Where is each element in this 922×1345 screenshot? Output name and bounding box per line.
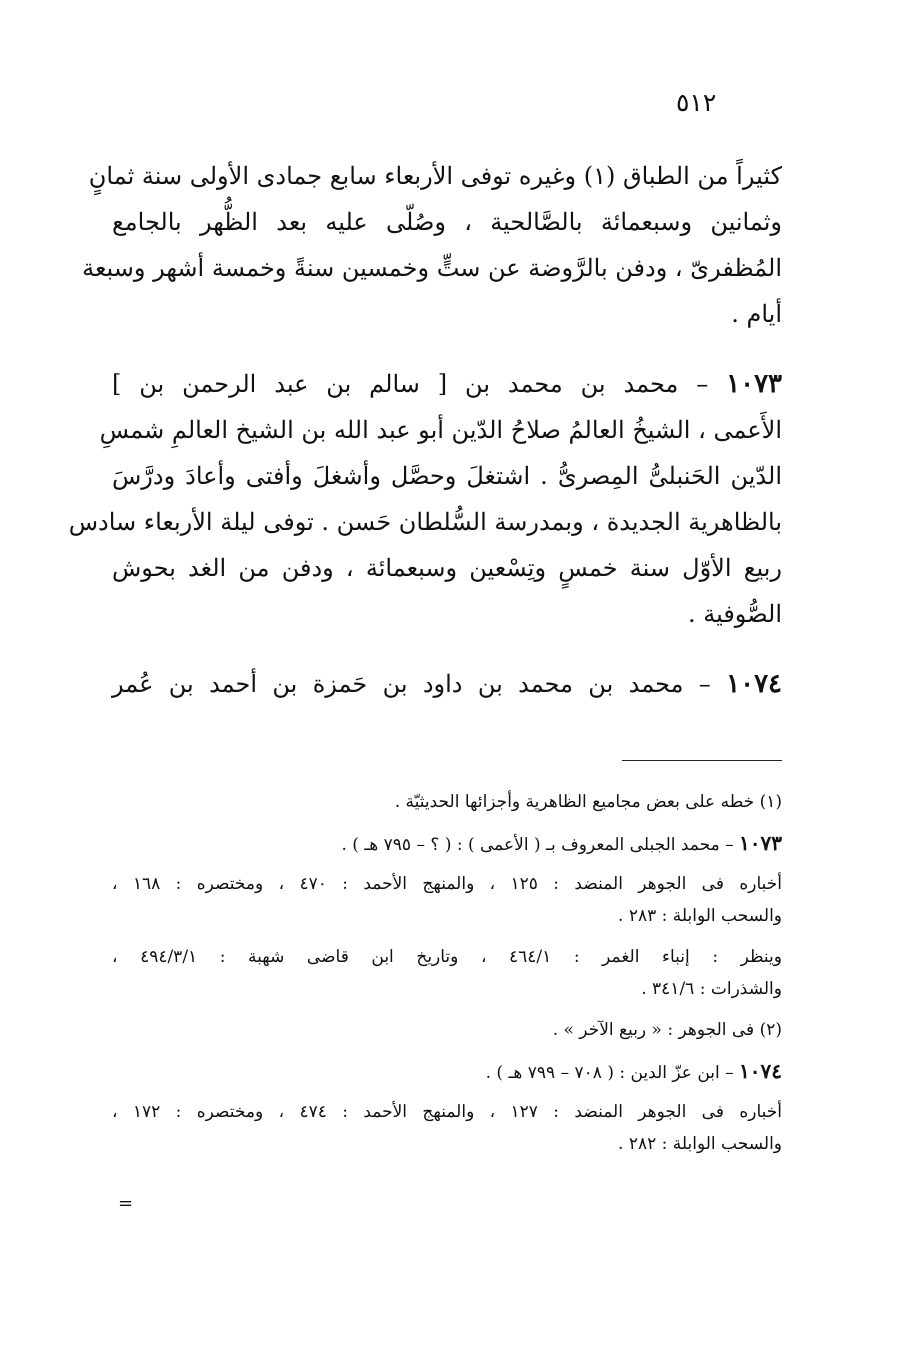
page-number: ٥١٢ (676, 88, 717, 117)
footnote-entry-text: – ابن عزّ الدين : ( ٧٠٨ – ٧٩٩ هـ ) . (485, 1063, 734, 1083)
text-line: وثمانين وسبعمائة بالصَّالحية ، وصُلّى عليه بعد الظُّهر بالجامع (112, 208, 782, 236)
text-line: الدّين الحَنبلىُّ المِصرىُّ . اشتغلَ وحصَّل وأشغلَ وأفتى وأعادَ ودرَّسَ (112, 462, 782, 490)
footnote-line: وينظر : إنباء الغمر : ٤٦٤/١ ، وتاريخ ابن قاضى شهبة : ٤٩٤/٣/١ ، (112, 947, 782, 967)
text-line: المُظفرىّ ، ودفن بالرَّوضة عن ستٍّ وخمسين سنةً وخمسة أشهر وسبعة (82, 254, 782, 282)
entry-heading-text: – محمد بن محمد بن [ سالم بن عبد الرحمن بن ] (112, 370, 709, 398)
text-line: الصُّوفية . (687, 600, 782, 628)
footnote-line: أخباره فى الجوهر المنضد : ١٢٧ ، والمنهج الأحمد : ٤٧٤ ، ومختصره : ١٧٢ ، (112, 1102, 783, 1122)
entry-1074 (112, 661, 782, 707)
entry-number: ١٠٧٣ (726, 369, 782, 399)
footnote-entry-number: ١٠٧٤ (739, 1059, 782, 1083)
footnote-entry-1074 (112, 1055, 782, 1087)
entry-heading-line (112, 361, 782, 407)
footnote-entry-text: – محمد الجبلى المعروف بـ ( الأعمى ) : ( ؟ – ٧٩٥ هـ ) . (341, 835, 734, 855)
footnote-entry-1073 (112, 827, 782, 859)
main-text (68, 153, 782, 707)
footnote-separator (622, 760, 782, 761)
text-line: ربيع الأوّل سنة خمسٍ وتِسْعين وسبعمائة ، ودفن من الغد بحوش (112, 554, 782, 582)
continuation-mark: = (118, 1193, 134, 1214)
footnote-2: (٢) فى الجوهر : « ربيع الآخر » . (552, 1020, 782, 1040)
entry-1073 (68, 361, 782, 637)
footnote-line: والشذرات : ٣٤١/٦ . (641, 979, 782, 999)
text-line: الأَعمى ، الشيخُ العالمُ صلاحُ الدّين أبو عبد الله بن الشيخ العالمِ شمسِ (99, 416, 782, 444)
footnote-1: (١) خطه على بعض مجاميع الظاهرية وأجزائها الحديثيّة . (394, 792, 782, 812)
footnote-line: أخباره فى الجوهر المنضد : ١٢٥ ، والمنهج الأحمد : ٤٧٠ ، ومختصره : ١٦٨ ، (112, 874, 783, 894)
entry-number: ١٠٧٤ (726, 669, 782, 699)
footnote-line: والسحب الوابلة : ٢٨٢ . (618, 1134, 782, 1154)
footnote-line: والسحب الوابلة : ٢٨٣ . (618, 906, 782, 926)
footnote-entry-number: ١٠٧٣ (739, 831, 782, 855)
footnotes (112, 786, 782, 1160)
paragraph-continuation (82, 153, 782, 337)
text-line: أيام . (731, 300, 782, 328)
text-line: بالظاهرية الجديدة ، وبمدرسة السُّلطان حَسن . توفى ليلة الأربعاء سادس (68, 508, 782, 536)
entry-heading-text: – محمد بن محمد بن داود بن حَمزة بن أحمد بن عُمر (112, 670, 711, 698)
entry-heading-line (112, 661, 782, 707)
text-line: كثيراً من الطباق (١) وغيره توفى الأربعاء سابع جمادى الأولى سنة ثمانٍ (88, 162, 782, 190)
